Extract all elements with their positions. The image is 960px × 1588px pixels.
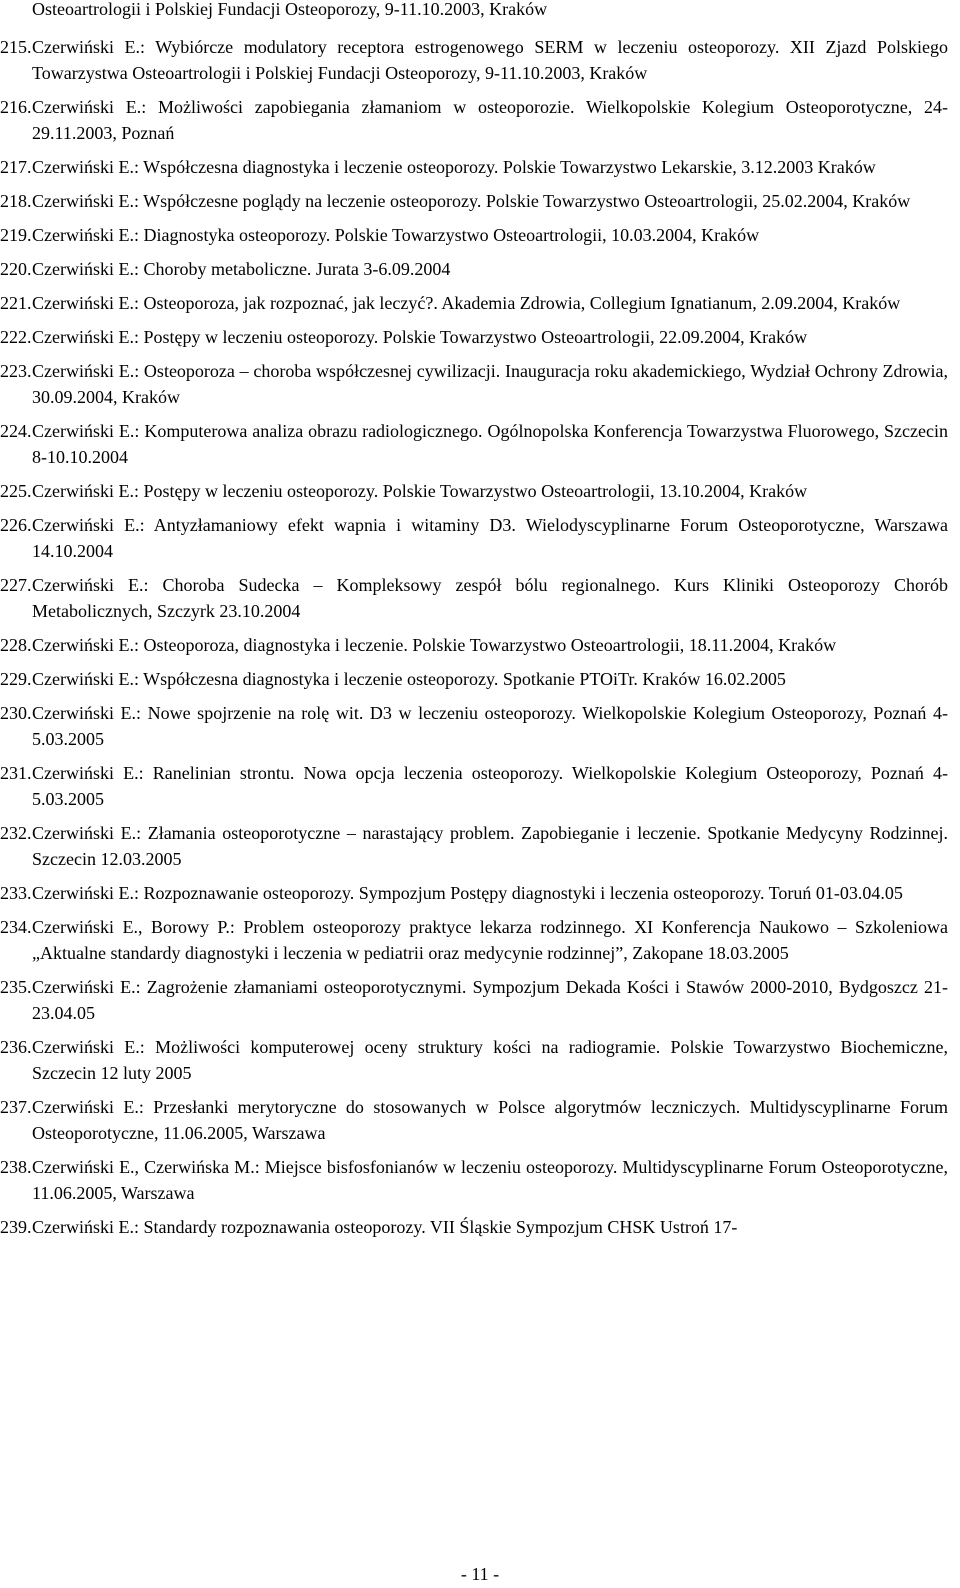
reference-text: Czerwiński E.: Możliwości komputerowej oceny struktury kości na radiogramie. Polskie Towarzystwo Biochemiczne, Szczecin 12 luty 2005 [32, 1037, 948, 1083]
reference-number: 219. [0, 225, 32, 245]
reference-item [0, 820, 948, 872]
reference-text: Czerwiński E.: Ranelinian strontu. Nowa opcja leczenia osteoporozy. Wielkopolskie Kolegium Osteoporozy, Poznań 4-5.03.2005 [32, 763, 948, 809]
reference-text: Czerwiński E.: Osteoporoza, diagnostyka i leczenie. Polskie Towarzystwo Osteoartrologii, 18.11.2004, Kraków [32, 635, 837, 655]
continued-reference-text: Osteoartrologii i Polskiej Fundacji Osteoporozy, 9-11.10.2003, Kraków [32, 0, 548, 19]
reference-number: 224. [0, 421, 32, 441]
reference-text: Czerwiński E.: Postępy w leczeniu osteoporozy. Polskie Towarzystwo Osteoartrologii, 22.09.2004, Kraków [32, 327, 808, 347]
reference-item [0, 1154, 948, 1206]
reference-number: 217. [0, 157, 32, 177]
reference-text: Czerwiński E.: Rozpoznawanie osteoporozy. Sympozjum Postępy diagnostyki i leczenia osteoporozy. Toruń 01-03.04.05 [32, 883, 903, 903]
reference-text: Czerwiński E.: Wybiórcze modulatory receptora estrogenowego SERM w leczeniu osteoporozy. XII Zjazd Polskiego Towarzystwa Osteoartrologii i Polskiej Fundacji Osteoporozy, 9-11.10.2003, Kraków [32, 37, 948, 83]
reference-text: Czerwiński E.: Komputerowa analiza obrazu radiologicznego. Ogólnopolska Konferencja Towarzystwa Fluorowego, Szczecin 8-10.10.2004 [32, 421, 948, 467]
reference-item [0, 154, 948, 180]
reference-item [0, 94, 948, 146]
reference-item [0, 222, 948, 248]
reference-text: Czerwiński E.: Postępy w leczeniu osteoporozy. Polskie Towarzystwo Osteoartrologii, 13.10.2004, Kraków [32, 481, 808, 501]
reference-text: Czerwiński E.: Współczesna diagnostyka i leczenie osteoporozy. Polskie Towarzystwo Lekarskie, 3.12.2003 Kraków [32, 157, 876, 177]
reference-number: 238. [0, 1157, 32, 1177]
reference-text: Czerwiński E.: Złamania osteoporotyczne – narastający problem. Zapobieganie i leczenie. Spotkanie Medycyny Rodzinnej. Szczecin 12.03.2005 [32, 823, 948, 869]
reference-item [0, 34, 948, 86]
reference-item [0, 760, 948, 812]
reference-text: Czerwiński E.: Współczesne poglądy na leczenie osteoporozy. Polskie Towarzystwo Osteoartrologii, 25.02.2004, Kraków [32, 191, 911, 211]
reference-text: Czerwiński E.: Nowe spojrzenie na rolę wit. D3 w leczeniu osteoporozy. Wielkopolskie Kolegium Osteoporozy, Poznań 4-5.03.2005 [32, 703, 948, 749]
reference-number: 235. [0, 977, 32, 997]
reference-item [0, 324, 948, 350]
reference-number: 236. [0, 1037, 32, 1057]
reference-number: 229. [0, 669, 32, 689]
reference-number: 226. [0, 515, 32, 535]
reference-item [0, 478, 948, 504]
reference-text: Czerwiński E.: Choroba Sudecka – Kompleksowy zespół bólu regionalnego. Kurs Kliniki Osteoporozy Chorób Metabolicznych, Szczyrk 23.10.2004 [32, 575, 948, 621]
reference-item [0, 880, 948, 906]
reference-item [0, 1034, 948, 1086]
reference-text: Czerwiński E.: Zagrożenie złamaniami osteoporotycznymi. Sympozjum Dekada Kości i Stawów 2000-2010, Bydgoszcz 21-23.04.05 [32, 977, 948, 1023]
reference-text: Czerwiński E.: Możliwości zapobiegania złamaniom w osteoporozie. Wielkopolskie Kolegium Osteoporotyczne, 24-29.11.2003, Poznań [32, 97, 948, 143]
reference-number: 232. [0, 823, 32, 843]
reference-text: Czerwiński E.: Współczesna diagnostyka i leczenie osteoporozy. Spotkanie PTOiTr. Kraków 16.02.2005 [32, 669, 786, 689]
reference-number: 222. [0, 327, 32, 347]
reference-number: 227. [0, 575, 32, 595]
reference-item [0, 188, 948, 214]
reference-number: 237. [0, 1097, 32, 1117]
reference-text: Czerwiński E.: Antyzłamaniowy efekt wapnia i witaminy D3. Wielodyscyplinarne Forum Osteoporotyczne, Warszawa 14.10.2004 [32, 515, 948, 561]
reference-item [0, 666, 948, 692]
reference-text: Czerwiński E., Czerwińska M.: Miejsce bisfosfonianów w leczeniu osteoporozy. Multidyscyplinarne Forum Osteoporotyczne, 11.06.2005, Warszawa [32, 1157, 948, 1203]
reference-text: Czerwiński E.: Diagnostyka osteoporozy. Polskie Towarzystwo Osteoartrologii, 10.03.2004, Kraków [32, 225, 760, 245]
page-number: - 11 - [460, 1564, 500, 1584]
reference-item [0, 914, 948, 966]
reference-text: Czerwiński E.: Standardy rozpoznawania osteoporozy. VII Śląskie Sympozjum CHSK Ustroń 17- [32, 1217, 738, 1237]
reference-text: Czerwiński E.: Choroby metaboliczne. Jurata 3-6.09.2004 [32, 259, 451, 279]
reference-number: 234. [0, 917, 32, 937]
reference-item [0, 290, 948, 316]
reference-text: Czerwiński E., Borowy P.: Problem osteoporozy praktyce lekarza rodzinnego. XI Konferencja Naukowo – Szkoleniowa „Aktualne standardy diagnostyki i leczenia w pediatrii oraz medycynie rodzinnej”, Zakopane 18.03.2005 [32, 917, 948, 963]
reference-item [0, 256, 948, 282]
reference-item [0, 418, 948, 470]
reference-item [0, 572, 948, 624]
reference-number: 223. [0, 361, 32, 381]
reference-text: Czerwiński E.: Przesłanki merytoryczne do stosowanych w Polsce algorytmów leczniczych. Multidyscyplinarne Forum Osteoporotyczne, 11.06.2005, Warszawa [32, 1097, 948, 1143]
reference-item [0, 974, 948, 1026]
reference-item [0, 632, 948, 658]
reference-item [0, 700, 948, 752]
reference-number: 239. [0, 1217, 32, 1237]
reference-text: Czerwiński E.: Osteoporoza, jak rozpoznać, jak leczyć?. Akademia Zdrowia, Collegium Ignatianum, 2.09.2004, Kraków [32, 293, 901, 313]
reference-number: 221. [0, 293, 32, 313]
reference-number: 225. [0, 481, 32, 501]
reference-number: 216. [0, 97, 32, 117]
reference-text: Czerwiński E.: Osteoporoza – choroba współczesnej cywilizacji. Inauguracja roku akademickiego, Wydział Ochrony Zdrowia, 30.09.2004, Kraków [32, 361, 948, 407]
reference-number: 231. [0, 763, 32, 783]
reference-list [0, 34, 960, 1248]
reference-item [0, 1094, 948, 1146]
reference-number: 215. [0, 37, 32, 57]
reference-number: 233. [0, 883, 32, 903]
reference-number: 228. [0, 635, 32, 655]
reference-number: 230. [0, 703, 32, 723]
reference-number: 218. [0, 191, 32, 211]
reference-number: 220. [0, 259, 32, 279]
reference-item [0, 1214, 948, 1240]
reference-item [0, 358, 948, 410]
reference-item [0, 512, 948, 564]
